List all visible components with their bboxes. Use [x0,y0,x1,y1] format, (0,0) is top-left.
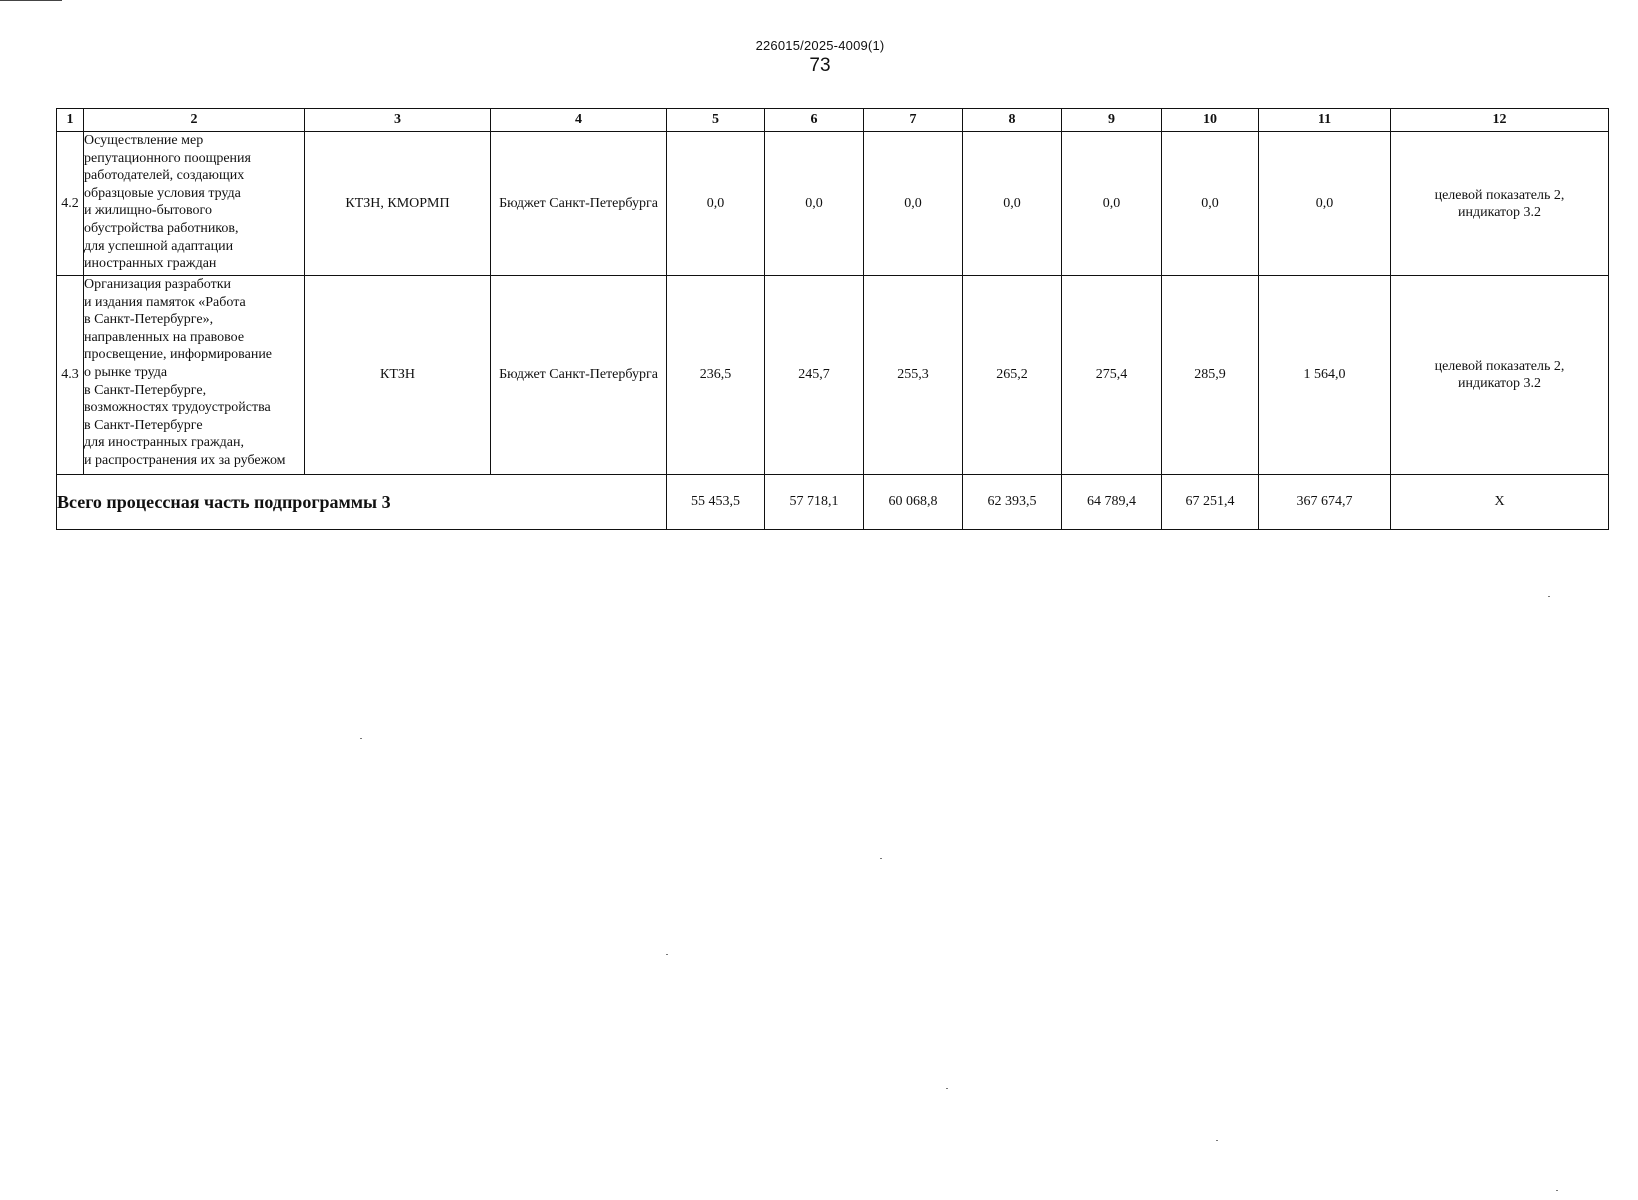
scan-speck [666,954,668,955]
value-cell: 275,4 [1062,276,1162,475]
value-cell: 265,2 [963,276,1062,475]
target-indicator: целевой показатель 2, индикатор 3.2 [1391,132,1609,276]
funding-source: Бюджет Санкт-Петербурга [491,132,667,276]
value-cell: 255,3 [864,276,963,475]
table-total-row [57,475,1609,530]
column-number: 4 [491,109,667,132]
value-cell: 0,0 [1062,132,1162,276]
value-cell: 0,0 [667,132,765,276]
value-cell: 0,0 [1162,132,1259,276]
column-number: 8 [963,109,1062,132]
executor: КТЗН, КМОРМП [305,132,491,276]
value-cell: 236,5 [667,276,765,475]
total-value-cell: 1 564,0 [1259,276,1391,475]
funding-source: Бюджет Санкт-Петербурга [491,276,667,475]
total-value-cell: 62 393,5 [963,475,1062,530]
column-number: 1 [57,109,84,132]
total-value-cell: 60 068,8 [864,475,963,530]
scan-speck [1548,596,1550,597]
column-number: 11 [1259,109,1391,132]
program-table [56,108,1609,530]
total-value-cell: 0,0 [1259,132,1391,276]
total-value-cell: 55 453,5 [667,475,765,530]
scan-speck [1556,1190,1558,1191]
total-value-cell: 367 674,7 [1259,475,1391,530]
table-row-4-2 [57,132,1609,276]
value-cell: 0,0 [963,132,1062,276]
measure-description: Осуществление мер репутационного поощрения работодателей, создающих образцовые условия труда и жилищно-бытового обустройства работников, для успешной адаптации иностранных граждан [84,132,305,276]
total-value-cell: 57 718,1 [765,475,864,530]
column-number-row [57,109,1609,132]
value-cell: 245,7 [765,276,864,475]
column-number: 6 [765,109,864,132]
measure-description: Организация разработки и издания памяток «Работа в Санкт-Петербурге», направленных на правовое просвещение, информирование о рынке труда в Санкт-Петербурге, возможностях трудоустройства в Санкт-Петербурге для иностранных граждан, и распространения их за рубежом [84,276,305,475]
target-indicator: целевой показатель 2, индикатор 3.2 [1391,276,1609,475]
scan-edge-line [0,0,62,1]
scan-speck [360,738,362,739]
value-cell: 0,0 [765,132,864,276]
column-number: 3 [305,109,491,132]
table-row-4-3 [57,276,1609,475]
column-number: 9 [1062,109,1162,132]
total-value-cell: 64 789,4 [1062,475,1162,530]
scan-speck [1216,1140,1218,1141]
row-number: 4.2 [57,132,84,276]
executor: КТЗН [305,276,491,475]
registration-number: 226015/2025-4009(1) [755,38,885,53]
page-number: 73 [809,55,831,76]
column-number: 7 [864,109,963,132]
value-cell: 285,9 [1162,276,1259,475]
column-number: 10 [1162,109,1259,132]
column-number: 2 [84,109,305,132]
value-cell: 0,0 [864,132,963,276]
total-label: Всего процессная часть подпрограммы 3 [57,475,667,530]
column-number: 12 [1391,109,1609,132]
total-value-cell: 67 251,4 [1162,475,1259,530]
scan-speck [880,858,882,859]
row-number: 4.3 [57,276,84,475]
scan-speck [946,1088,948,1089]
total-target-cell: X [1391,475,1609,530]
column-number: 5 [667,109,765,132]
